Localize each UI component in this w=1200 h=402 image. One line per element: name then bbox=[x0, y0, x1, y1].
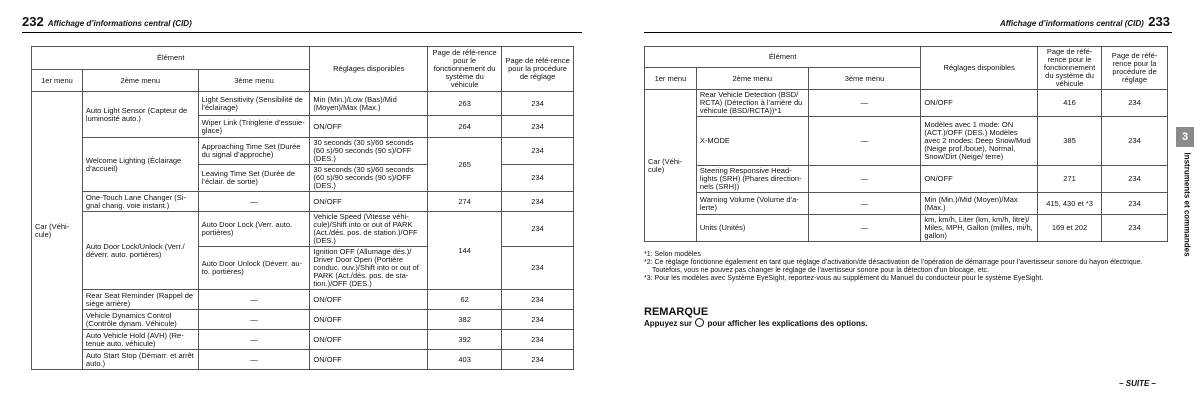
table-row bbox=[32, 350, 574, 370]
ref-procedure-cell: 234 bbox=[1102, 166, 1168, 193]
menu1-cell: Car (Véhi-cule) bbox=[645, 90, 697, 242]
settings-cell: Modèles avec 1 mode: ON (ACT.)/OFF (DES.) Modèles avec 2 modes: Deep Snow/Mud (Neige prof./boue), Normal, Snow/Dirt (Neige/ terre) bbox=[921, 117, 1038, 166]
settings-cell: ON/OFF bbox=[310, 290, 428, 310]
menu3-cell: — bbox=[198, 350, 310, 370]
settings-cell: Vehicle Speed (Vitesse véhi-cule)/Shift into or out of PARK (Act./dés. pos. de station.)/OFF (DES.) bbox=[310, 212, 428, 247]
ref-procedure-cell: 234 bbox=[502, 92, 574, 116]
ref-procedure-cell: 234 bbox=[502, 350, 574, 370]
settings-table-left bbox=[31, 46, 574, 370]
menu3-cell: — bbox=[808, 166, 921, 193]
chapter-tab: 3 bbox=[1176, 127, 1194, 147]
remarque-text-after: pour afficher les explications des options. bbox=[707, 319, 868, 328]
menu2-cell: Vehicle Dynamics Control (Contrôle dynam. Véhicule) bbox=[82, 310, 198, 330]
settings-cell: ON/OFF bbox=[310, 192, 428, 212]
header-rule bbox=[644, 32, 1172, 33]
menu3-header: 3ème menu bbox=[198, 70, 310, 92]
menu3-cell: Light Sensitivity (Sensibilité de l’éclairage) bbox=[198, 92, 310, 116]
ref-system-cell: 382 bbox=[428, 310, 502, 330]
remarque-text-before: Appuyez sur bbox=[644, 319, 693, 328]
settings-cell: ON/OFF bbox=[310, 350, 428, 370]
menu3-cell: — bbox=[808, 90, 921, 117]
page-number: 233 bbox=[1148, 14, 1170, 29]
table-header-row bbox=[645, 47, 1168, 68]
ref-procedure-cell: 234 bbox=[502, 138, 574, 165]
header-rule bbox=[22, 32, 582, 33]
ref-system-cell: 274 bbox=[428, 192, 502, 212]
ref-system-header: Page de réfé-rence pour le fonctionnement du système du véhicule bbox=[1038, 47, 1102, 90]
ref-procedure-cell: 234 bbox=[1102, 117, 1168, 166]
footnote: *3: Pour les modèles avec Système EyeSight, reportez-vous au supplément du Manuel du conducteur pour le système EyeSight. bbox=[644, 275, 1044, 282]
menu2-cell: One-Touch Lane Changer (Si-gnal chang. voie instant.) bbox=[82, 192, 198, 212]
table-row bbox=[645, 166, 1168, 193]
ref-procedure-cell: 234 bbox=[502, 116, 574, 138]
settings-table-right bbox=[644, 46, 1168, 242]
menu2-cell: Welcome Lighting (Éclairage d’accueil) bbox=[82, 138, 198, 192]
section-label bbox=[1178, 153, 1196, 283]
menu2-cell: Auto Vehicle Hold (AVH) (Re-tenue auto. véhicule) bbox=[82, 330, 198, 350]
table-row bbox=[32, 192, 574, 212]
menu3-cell: — bbox=[808, 193, 921, 215]
footnote: *2: Ce réglage fonctionne également en tant que réglage d’activation/de désactivation de l’opération de démarrage pour l’avertisseur sonore du hayon électrique. bbox=[644, 259, 1143, 266]
ref-procedure-header: Page de réfé-rence pour la procédure de réglage bbox=[502, 47, 574, 92]
table-row bbox=[32, 330, 574, 350]
menu1-cell: Car (Véhi-cule) bbox=[32, 92, 83, 370]
table-row bbox=[32, 310, 574, 330]
menu2-header: 2ème menu bbox=[696, 68, 808, 90]
ref-system-cell: 416 bbox=[1038, 90, 1102, 117]
settings-header: Réglages disponibles bbox=[310, 47, 428, 92]
menu3-cell: Wiper Link (Tringlerie d’essuie-glace) bbox=[198, 116, 310, 138]
ref-procedure-cell: 234 bbox=[502, 330, 574, 350]
settings-cell: ON/OFF bbox=[921, 90, 1038, 117]
menu2-cell: Auto Start Stop (Démarr. et arrêt auto.) bbox=[82, 350, 198, 370]
settings-cell: ON/OFF bbox=[310, 330, 428, 350]
menu1-header: 1er menu bbox=[645, 68, 697, 90]
menu1-header: 1er menu bbox=[32, 70, 83, 92]
ref-procedure-cell: 234 bbox=[502, 310, 574, 330]
ref-system-cell: 415, 430 et *3 bbox=[1038, 193, 1102, 215]
element-header: Élément bbox=[32, 47, 310, 70]
settings-cell: ON/OFF bbox=[310, 116, 428, 138]
menu3-cell: — bbox=[808, 117, 921, 166]
ref-system-cell: 169 et 202 bbox=[1038, 215, 1102, 242]
footnotes bbox=[644, 251, 1174, 283]
menu3-cell: — bbox=[198, 330, 310, 350]
table-row bbox=[645, 215, 1168, 242]
settings-cell: 30 seconds (30 s)/60 seconds (60 s)/90 seconds (90 s)/OFF (DES.) bbox=[310, 165, 428, 192]
settings-cell: 30 seconds (30 s)/60 seconds (60 s)/90 seconds (90 s)/OFF (DES.) bbox=[310, 138, 428, 165]
table-row bbox=[645, 193, 1168, 215]
table-row bbox=[645, 117, 1168, 166]
menu2-cell: Steering Responsive Head-lights (SRH) (Phares direction-nels (SRH)) bbox=[696, 166, 808, 193]
menu2-cell: X-MODE bbox=[696, 117, 808, 166]
menu3-cell: Auto Door Lock (Verr. auto. portières) bbox=[198, 212, 310, 247]
settings-cell: km, km/h, Liter (km, km/h, litre)/ Miles, MPH, Gallon (milles, mi/h, gallon) bbox=[921, 215, 1038, 242]
right-page-header bbox=[1000, 14, 1170, 34]
ref-procedure-cell: 234 bbox=[502, 212, 574, 247]
table-row bbox=[32, 212, 574, 247]
table-row bbox=[32, 290, 574, 310]
section-label-text: Instruments et commandes bbox=[1182, 152, 1192, 257]
element-header: Élément bbox=[645, 47, 921, 68]
ref-procedure-cell: 234 bbox=[1102, 215, 1168, 242]
menu3-header: 3ème menu bbox=[808, 68, 921, 90]
menu3-cell: Auto Door Unlock (Déverr. au-to. portières) bbox=[198, 247, 310, 290]
menu3-cell: Approaching Time Set (Durée du signal d’approche) bbox=[198, 138, 310, 165]
ref-system-cell: 62 bbox=[428, 290, 502, 310]
menu2-cell: Rear Seat Reminder (Rappel de siège arrière) bbox=[82, 290, 198, 310]
ref-procedure-cell: 234 bbox=[1102, 90, 1168, 117]
left-page-header bbox=[22, 14, 192, 34]
ref-system-cell: 271 bbox=[1038, 166, 1102, 193]
ref-procedure-header: Page de réfé-rence pour la procédure de réglage bbox=[1102, 47, 1168, 90]
table-row bbox=[32, 138, 574, 165]
page-title: Affichage d’informations central (CID) bbox=[47, 19, 192, 28]
ref-system-header: Page de réfé-rence pour le fonctionnement du système du véhicule bbox=[428, 47, 502, 92]
menu2-cell: Auto Light Sensor (Capteur de luminosité auto.) bbox=[82, 92, 198, 138]
menu2-cell: Warning Volume (Volume d’a-lerte) bbox=[696, 193, 808, 215]
settings-cell: Min (Min.)/Mid (Moyen)/Max (Max.) bbox=[921, 193, 1038, 215]
ref-system-cell: 265 bbox=[428, 138, 502, 192]
table-header-row bbox=[32, 47, 574, 70]
menu3-cell: — bbox=[198, 192, 310, 212]
settings-header: Réglages disponibles bbox=[921, 47, 1038, 90]
ref-system-cell: 144 bbox=[428, 212, 502, 290]
continued-label: – SUITE – bbox=[1119, 379, 1156, 388]
remarque-text bbox=[644, 318, 868, 328]
remarque-heading: REMARQUE bbox=[644, 306, 709, 318]
table-row bbox=[645, 90, 1168, 117]
ref-procedure-cell: 234 bbox=[502, 165, 574, 192]
menu2-header: 2ème menu bbox=[82, 70, 198, 92]
footnote: *1: Selon modèles bbox=[644, 251, 701, 258]
menu2-cell: Rear Vehicle Detection (BSD/ RCTA) (Détection à l’arrière du véhicule (BSD/RCTA))*1 bbox=[696, 90, 808, 117]
menu3-cell: — bbox=[808, 215, 921, 242]
footnote: Toutefois, vous ne pouvez pas changer le réglage de l’avertisseur sonore pour la détection d’un blocage, etc. bbox=[652, 267, 989, 274]
menu3-cell: — bbox=[198, 290, 310, 310]
ref-system-cell: 403 bbox=[428, 350, 502, 370]
settings-cell: ON/OFF bbox=[921, 166, 1038, 193]
ref-system-cell: 263 bbox=[428, 92, 502, 116]
menu2-cell: Auto Door Lock/Unlock (Verr./ déverr. auto. portières) bbox=[82, 212, 198, 290]
table-row bbox=[32, 92, 574, 116]
settings-cell: ON/OFF bbox=[310, 310, 428, 330]
right-page bbox=[600, 0, 1200, 402]
ref-system-cell: 385 bbox=[1038, 117, 1102, 166]
ref-procedure-cell: 234 bbox=[1102, 193, 1168, 215]
ref-procedure-cell: 234 bbox=[502, 247, 574, 290]
ref-procedure-cell: 234 bbox=[502, 192, 574, 212]
ref-procedure-cell: 234 bbox=[502, 290, 574, 310]
knob-icon bbox=[695, 318, 704, 327]
menu3-cell: Leaving Time Set (Durée de l’éclair. de sortie) bbox=[198, 165, 310, 192]
page-number: 232 bbox=[22, 14, 44, 29]
menu3-cell: — bbox=[198, 310, 310, 330]
settings-cell: Ignition OFF (Allumage dés.)/ Driver Door Open (Portière conduc. ouv.)/Shift into or out of PARK (Act./dés. pos. de sta-tion.)/OFF (DES.) bbox=[310, 247, 428, 290]
page-title: Affichage d’informations central (CID) bbox=[999, 19, 1144, 28]
menu2-cell: Units (Unités) bbox=[696, 215, 808, 242]
ref-system-cell: 392 bbox=[428, 330, 502, 350]
ref-system-cell: 264 bbox=[428, 116, 502, 138]
settings-cell: Min (Min.)/Low (Bas)/Mid (Moyen)/Max (Max.) bbox=[310, 92, 428, 116]
